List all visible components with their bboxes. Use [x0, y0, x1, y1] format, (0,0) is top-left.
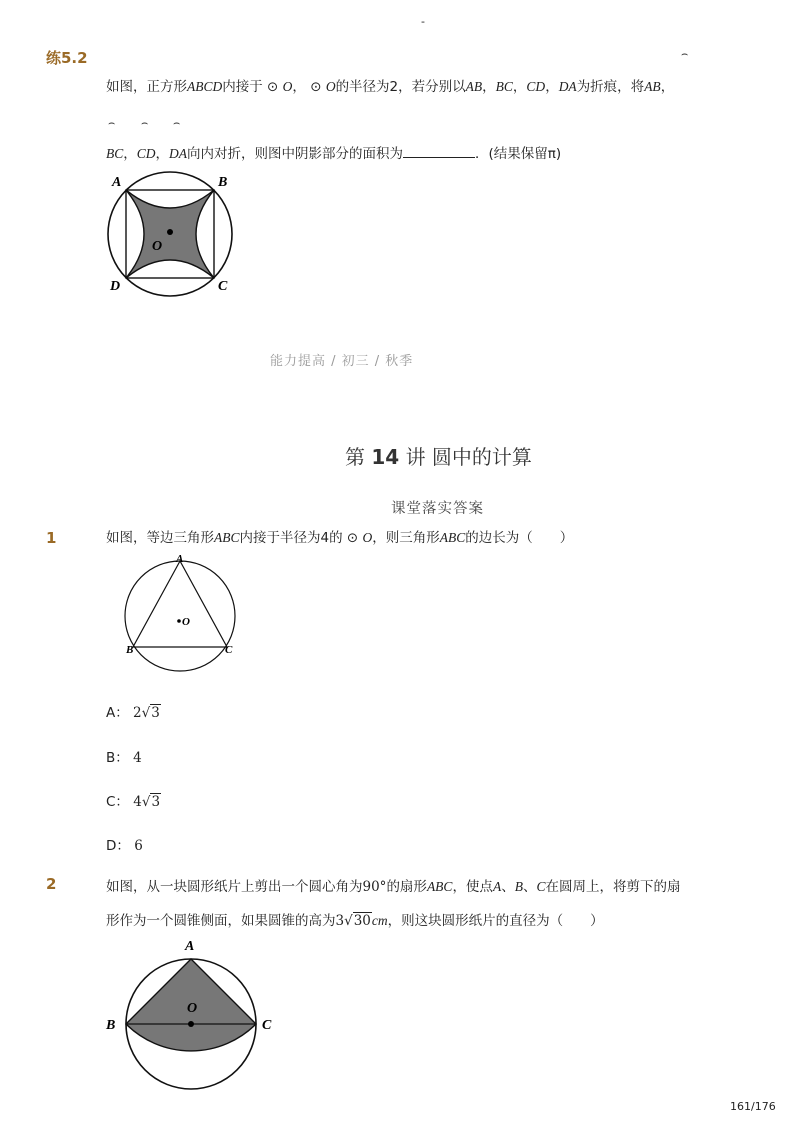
label-a: A — [185, 939, 195, 954]
page-number: 161/176 — [730, 1100, 776, 1113]
option-a[interactable]: A： 2√3 — [106, 705, 160, 721]
exercise-line-2: BC，CD，DA向内对折，则图中阴影部分的面积为 ．(结果保留π) — [106, 146, 562, 162]
label-c: C — [225, 644, 233, 656]
label-b: B — [106, 1018, 116, 1033]
lecture-subtitle: 课堂落实答案 — [391, 501, 484, 517]
label-a: A — [112, 175, 122, 190]
question-1-text: 如图，等边三角形ABC内接于半径为4的 ⊙ O，则三角形ABC的边长为（ ） — [106, 530, 574, 546]
label-d: D — [110, 279, 121, 294]
label-o: O — [187, 1001, 198, 1016]
center-dot — [177, 619, 181, 623]
triangle-in-circle-figure — [118, 550, 243, 675]
square-in-circle-figure — [100, 168, 250, 298]
arc-mark-cd: ⌢ — [141, 116, 149, 129]
lecture-title: 第 14 讲 圆中的计算 — [345, 445, 532, 469]
option-d[interactable]: D： 6 — [106, 838, 143, 854]
question-2-line-2: 形作为一个圆锥侧面，如果圆锥的高为3√30cm，则这块圆形纸片的直径为（ ） — [106, 913, 604, 929]
question-2-number: 2 — [46, 875, 57, 893]
top-mark: - — [421, 15, 425, 28]
question-2-line-1: 如图，从一块圆形纸片上剪出一个圆心角为90°的扇形ABC，使点A、B、C在圆周上，将剪下的扇 — [106, 879, 681, 895]
exercise-label: 练5.2 — [46, 49, 88, 67]
option-c[interactable]: C： 4√3 — [106, 794, 161, 810]
arc-mark-ab: ⌢ — [681, 47, 689, 60]
label-o: O — [152, 239, 163, 254]
arc-mark-bc: ⌢ — [108, 116, 116, 129]
label-c: C — [262, 1018, 272, 1033]
exercise-line-1: 如图，正方形ABCD内接于 ⊙ O， ⊙ O的半径为2，若分别以AB，BC，CD，DA为折痕，将AB， — [106, 79, 675, 95]
arc-mark-da: ⌢ — [173, 116, 181, 129]
label-a: A — [176, 553, 184, 565]
center-dot — [188, 1021, 194, 1027]
center-dot — [167, 229, 173, 235]
option-b[interactable]: B： 4 — [106, 750, 142, 766]
triangle-abc — [133, 561, 227, 647]
label-c: C — [218, 279, 228, 294]
label-o: O — [182, 616, 190, 628]
circle — [125, 561, 235, 671]
label-b: B — [218, 175, 228, 190]
label-b: B — [126, 644, 134, 656]
question-1-number: 1 — [46, 529, 57, 547]
section-footer-note: 能力提高 / 初三 / 秋季 — [270, 354, 414, 369]
answer-blank — [403, 145, 475, 158]
sector-in-circle-figure — [100, 935, 285, 1095]
